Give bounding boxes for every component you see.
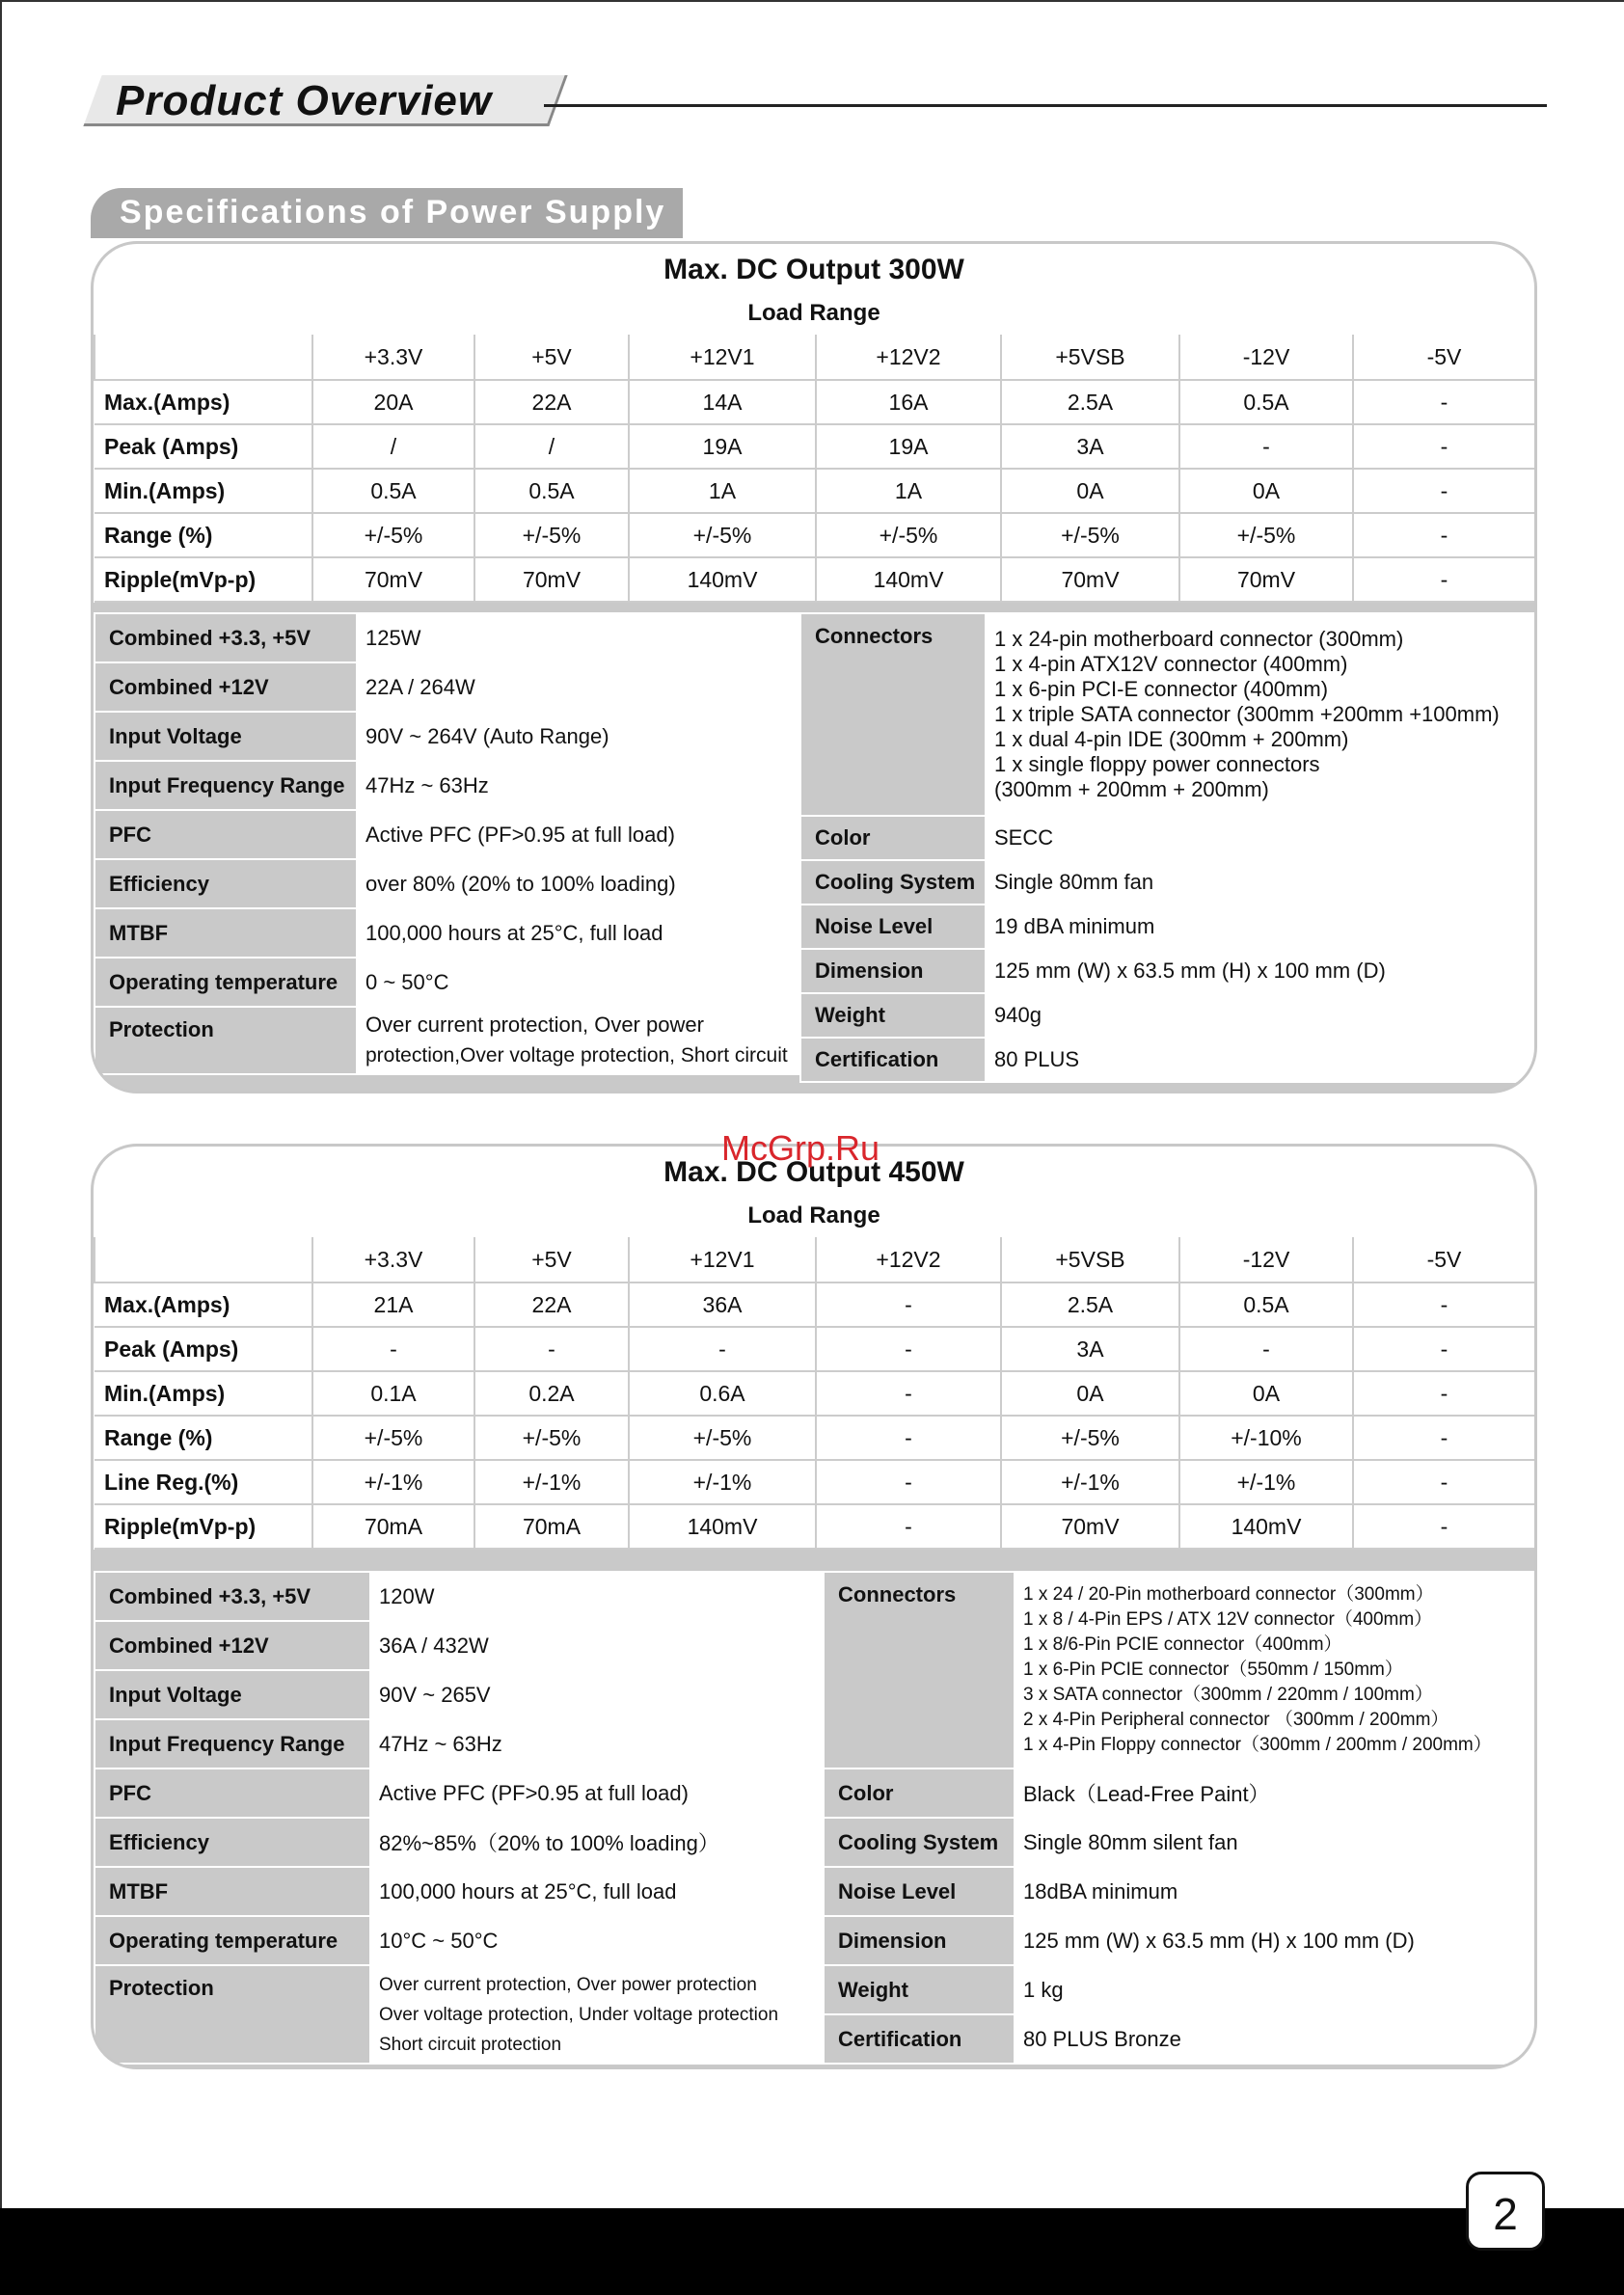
- cell: -: [816, 1504, 1001, 1549]
- spec-value: 125 mm (W) x 63.5 mm (H) x 100 mm (D): [1015, 1916, 1537, 1965]
- spec-row: [824, 1965, 1537, 2014]
- cell: +/-5%: [312, 513, 474, 557]
- cell: +/-5%: [1179, 513, 1353, 557]
- col-header: -5V: [1353, 335, 1534, 380]
- spec-row: [95, 1670, 822, 1719]
- cell: 3A: [1001, 424, 1179, 469]
- spec-row: [95, 810, 798, 859]
- right-spec-table-450w: [823, 1571, 1537, 2065]
- cell: 0.2A: [474, 1371, 629, 1416]
- spec-row: [95, 1818, 822, 1867]
- spec-value: 1 kg: [1015, 1965, 1537, 2014]
- spec-label: MTBF: [95, 1867, 370, 1916]
- table-row: [95, 557, 1534, 602]
- spec-row: [95, 1719, 822, 1768]
- spec-value: 0 ~ 50°C: [357, 958, 798, 1007]
- cell: 70mV: [1179, 557, 1353, 602]
- spec-row: [95, 859, 798, 908]
- protection-line: Over voltage protection, Under voltage protection: [379, 2004, 779, 2025]
- spec-row: [95, 1007, 798, 1074]
- cell: +/-10%: [1179, 1416, 1353, 1460]
- cell: 0.5A: [312, 469, 474, 513]
- cell: 0.5A: [1179, 1282, 1353, 1327]
- connector-line: 1 x 6-Pin PCIE connector（550mm / 150mm）: [1023, 1660, 1403, 1680]
- cell: 14A: [629, 380, 816, 424]
- spec-value: 90V ~ 265V: [370, 1670, 822, 1719]
- connectors-list: [1015, 1572, 1537, 1768]
- spec-value: 10°C ~ 50°C: [370, 1916, 822, 1965]
- spec-value: 125W: [357, 613, 798, 662]
- col-header: +5VSB: [1001, 335, 1179, 380]
- cell: +/-5%: [1001, 513, 1179, 557]
- connector-line: 2 x 4-Pin Peripheral connector （300mm / 200mm）: [1023, 1710, 1449, 1730]
- table-row: [95, 1327, 1534, 1371]
- cell: 20A: [312, 380, 474, 424]
- cell: 2.5A: [1001, 1282, 1179, 1327]
- cell: 70mV: [474, 557, 629, 602]
- spec-450w-load-range: Load Range: [94, 1195, 1534, 1239]
- spec-value: [370, 1965, 822, 2064]
- spec-label: Connectors: [800, 613, 986, 816]
- spec-row: [824, 1572, 1537, 1768]
- cell: 21A: [312, 1282, 474, 1327]
- spec-row: [95, 908, 798, 958]
- cell: -: [816, 1282, 1001, 1327]
- spec-value: 940g: [986, 993, 1537, 1038]
- connector-line: 1 x 4-pin ATX12V connector (400mm): [994, 652, 1348, 676]
- cell: -: [1353, 424, 1534, 469]
- protection-line: protection,Over voltage protection, Short circuit: [365, 1044, 788, 1066]
- row-label: Max.(Amps): [95, 1282, 312, 1327]
- spec-value: Black（Lead-Free Paint）: [1015, 1768, 1537, 1818]
- connector-line: 1 x 8/6-Pin PCIE connector（400mm）: [1023, 1634, 1342, 1655]
- spec-label: Noise Level: [824, 1867, 1015, 1916]
- spec-row: [95, 613, 798, 662]
- spec-row: [800, 949, 1537, 993]
- spec-label: Input Frequency Range: [95, 761, 357, 810]
- spec-row: [824, 1818, 1537, 1867]
- load-header-row: [95, 335, 1534, 380]
- cell: 22A: [474, 1282, 629, 1327]
- spec-label: Combined +3.3, +5V: [95, 1572, 370, 1621]
- cell: 22A: [474, 380, 629, 424]
- row-label: Ripple(mVp-p): [95, 1504, 312, 1549]
- cell: +/-5%: [629, 513, 816, 557]
- spec-label: Efficiency: [95, 859, 357, 908]
- cell: 0A: [1179, 1371, 1353, 1416]
- cell: -: [1353, 557, 1534, 602]
- spec-label: Dimension: [824, 1916, 1015, 1965]
- spec-value: 100,000 hours at 25°C, full load: [357, 908, 798, 958]
- row-label: Max.(Amps): [95, 380, 312, 424]
- connector-line: 1 x single floppy power connectors: [994, 752, 1320, 776]
- cell: 3A: [1001, 1327, 1179, 1371]
- table-row: [95, 513, 1534, 557]
- cell: 36A: [629, 1282, 816, 1327]
- cell: 140mV: [629, 1504, 816, 1549]
- spec-row: [824, 1768, 1537, 1818]
- spec-label: Color: [800, 816, 986, 860]
- cell: +/-1%: [1179, 1460, 1353, 1504]
- spec-label: Weight: [824, 1965, 1015, 2014]
- row-label: Peak (Amps): [95, 424, 312, 469]
- connector-line: 1 x 4-Pin Floppy connector（300mm / 200mm / 200mm）: [1023, 1735, 1492, 1755]
- spec-label: Operating temperature: [95, 1916, 370, 1965]
- spec-box-300w: [91, 241, 1537, 1094]
- table-row: [95, 1282, 1534, 1327]
- spec-row: [95, 662, 798, 712]
- page-title: Product Overview: [116, 77, 493, 124]
- spec-row: [95, 1621, 822, 1670]
- cell: 19A: [629, 424, 816, 469]
- spec-value: 100,000 hours at 25°C, full load: [370, 1867, 822, 1916]
- spec-label: Combined +12V: [95, 662, 357, 712]
- spec-label: Cooling System: [800, 860, 986, 904]
- cell: 16A: [816, 380, 1001, 424]
- cell: -: [474, 1327, 629, 1371]
- row-label: Range (%): [95, 1416, 312, 1460]
- spec-value: Single 80mm silent fan: [1015, 1818, 1537, 1867]
- cell: /: [312, 424, 474, 469]
- spec-row: [95, 1867, 822, 1916]
- connector-line: 1 x triple SATA connector (300mm +200mm +100mm): [994, 702, 1500, 726]
- spec-row: [95, 761, 798, 810]
- spec-label: Certification: [800, 1038, 986, 1082]
- connector-line: 1 x 6-pin PCI-E connector (400mm): [994, 677, 1329, 701]
- cell: 140mV: [629, 557, 816, 602]
- row-label: Peak (Amps): [95, 1327, 312, 1371]
- protection-line: Over current protection, Over power protection: [379, 1974, 757, 1995]
- spec-label: Certification: [824, 2014, 1015, 2064]
- spec-value: Single 80mm fan: [986, 860, 1537, 904]
- table-row: [95, 380, 1534, 424]
- cell: 70mA: [312, 1504, 474, 1549]
- cell: 70mV: [1001, 557, 1179, 602]
- spec-300w-load-range: Load Range: [94, 292, 1534, 337]
- row-label: Min.(Amps): [95, 1371, 312, 1416]
- spec-row: [824, 1867, 1537, 1916]
- cell: 140mV: [816, 557, 1001, 602]
- spec-value: SECC: [986, 816, 1537, 860]
- right-spec-table-300w: [799, 612, 1537, 1083]
- cell: 70mA: [474, 1504, 629, 1549]
- cell: +/-5%: [474, 513, 629, 557]
- table-row: [95, 1460, 1534, 1504]
- spec-label: Noise Level: [800, 904, 986, 949]
- footer-bar: [0, 2208, 1624, 2295]
- spec-row: [95, 1768, 822, 1818]
- spec-value: [357, 1007, 798, 1074]
- cell: 140mV: [1179, 1504, 1353, 1549]
- spec-label: Efficiency: [95, 1818, 370, 1867]
- spec-label: Input Voltage: [95, 712, 357, 761]
- spec-row: [95, 712, 798, 761]
- row-label: Ripple(mVp-p): [95, 557, 312, 602]
- connector-line: 1 x 8 / 4-Pin EPS / ATX 12V connector（400mm）: [1023, 1609, 1433, 1630]
- spec-value: 36A / 432W: [370, 1621, 822, 1670]
- spec-label: Cooling System: [824, 1818, 1015, 1867]
- spec-value: 125 mm (W) x 63.5 mm (H) x 100 mm (D): [986, 949, 1537, 993]
- connector-line: 3 x SATA connector（300mm / 220mm / 100mm）: [1023, 1685, 1433, 1705]
- spec-label: Connectors: [824, 1572, 1015, 1768]
- cell: +/-5%: [474, 1416, 629, 1460]
- spec-value: 80 PLUS Bronze: [1015, 2014, 1537, 2064]
- connector-line: 1 x dual 4-pin IDE (300mm + 200mm): [994, 727, 1349, 751]
- col-header: +5VSB: [1001, 1237, 1179, 1282]
- cell: +/-5%: [816, 513, 1001, 557]
- connector-line: 1 x 24-pin motherboard connector (300mm): [994, 627, 1404, 651]
- cell: -: [816, 1327, 1001, 1371]
- spec-label: Combined +3.3, +5V: [95, 613, 357, 662]
- cell: 0A: [1001, 1371, 1179, 1416]
- cell: 0A: [1179, 469, 1353, 513]
- spec-label: PFC: [95, 810, 357, 859]
- spec-300w-details: [94, 612, 1534, 1094]
- table-row: [95, 469, 1534, 513]
- cell: -: [816, 1416, 1001, 1460]
- connector-line: 1 x 24 / 20-Pin motherboard connector（300mm）: [1023, 1584, 1434, 1605]
- col-header: +12V2: [816, 335, 1001, 380]
- cell: 19A: [816, 424, 1001, 469]
- col-header: +12V1: [629, 335, 816, 380]
- spec-row: [95, 1916, 822, 1965]
- table-row: [95, 424, 1534, 469]
- spec-label: Weight: [800, 993, 986, 1038]
- spec-label: Input Voltage: [95, 1670, 370, 1719]
- connectors-list: [986, 613, 1537, 816]
- cell: +/-5%: [629, 1416, 816, 1460]
- spec-value: 47Hz ~ 63Hz: [370, 1719, 822, 1768]
- spec-value: 22A / 264W: [357, 662, 798, 712]
- spec-value: 82%~85%（20% to 100% loading）: [370, 1818, 822, 1867]
- col-header: +3.3V: [312, 1237, 474, 1282]
- spec-value: Active PFC (PF>0.95 at full load): [357, 810, 798, 859]
- row-label: Range (%): [95, 513, 312, 557]
- spec-row: [95, 1572, 822, 1621]
- col-header: +12V2: [816, 1237, 1001, 1282]
- spec-value: 90V ~ 264V (Auto Range): [357, 712, 798, 761]
- cell: -: [816, 1460, 1001, 1504]
- cell: 1A: [629, 469, 816, 513]
- spec-row: [800, 816, 1537, 860]
- spec-label: Dimension: [800, 949, 986, 993]
- watermark: McGrp.Ru: [721, 1128, 880, 1168]
- spec-450w-title: Max. DC Output 450W: [94, 1147, 1534, 1197]
- title-rule: [544, 104, 1547, 107]
- cell: 0.5A: [474, 469, 629, 513]
- col-header: -12V: [1179, 1237, 1353, 1282]
- cell: +/-1%: [1001, 1460, 1179, 1504]
- cell: 0.1A: [312, 1371, 474, 1416]
- left-spec-table-300w: [94, 612, 799, 1075]
- spec-label: Operating temperature: [95, 958, 357, 1007]
- protection-line: Short circuit protection: [379, 2034, 562, 2055]
- cell: +/-1%: [312, 1460, 474, 1504]
- col-header: +5V: [474, 1237, 629, 1282]
- spec-row: [800, 613, 1537, 816]
- section-title: Specifications of Power Supply: [120, 194, 666, 230]
- table-row: [95, 1371, 1534, 1416]
- cell: -: [1353, 1327, 1534, 1371]
- cell: -: [312, 1327, 474, 1371]
- cell: -: [1353, 513, 1534, 557]
- col-header: -5V: [1353, 1237, 1534, 1282]
- cell: -: [1353, 1282, 1534, 1327]
- spec-label: Combined +12V: [95, 1621, 370, 1670]
- cell: -: [1353, 1504, 1534, 1549]
- load-table-300w: [94, 335, 1534, 603]
- cell: 0.5A: [1179, 380, 1353, 424]
- cell: 1A: [816, 469, 1001, 513]
- cell: +/-5%: [1001, 1416, 1179, 1460]
- spec-row: [800, 860, 1537, 904]
- row-label: Line Reg.(%): [95, 1460, 312, 1504]
- load-header-row: [95, 1237, 1534, 1282]
- spec-row: [800, 993, 1537, 1038]
- spec-value: Active PFC (PF>0.95 at full load): [370, 1768, 822, 1818]
- cell: -: [1179, 1327, 1353, 1371]
- spec-row: [95, 958, 798, 1007]
- cell: 0.6A: [629, 1371, 816, 1416]
- cell: 70mV: [312, 557, 474, 602]
- col-header: +3.3V: [312, 335, 474, 380]
- spec-label: Input Frequency Range: [95, 1719, 370, 1768]
- left-spec-table-450w: [94, 1571, 823, 2065]
- corner-cell: [95, 335, 312, 380]
- page-number: 2: [1466, 2172, 1545, 2251]
- spec-300w-title: Max. DC Output 300W: [94, 244, 1534, 294]
- spec-value: 18dBA minimum: [1015, 1867, 1537, 1916]
- spec-label: Protection: [95, 1007, 357, 1074]
- spec-row: [95, 1965, 822, 2064]
- section-banner: [91, 188, 683, 238]
- spec-row: [800, 904, 1537, 949]
- row-label: Min.(Amps): [95, 469, 312, 513]
- corner-cell: [95, 1237, 312, 1282]
- spec-label: MTBF: [95, 908, 357, 958]
- cell: -: [1353, 1371, 1534, 1416]
- col-header: +12V1: [629, 1237, 816, 1282]
- cell: -: [1179, 424, 1353, 469]
- table-row: [95, 1504, 1534, 1549]
- spec-label: PFC: [95, 1768, 370, 1818]
- spec-row: [800, 1038, 1537, 1082]
- protection-line: Over current protection, Over power: [365, 1012, 704, 1037]
- spec-value: 120W: [370, 1572, 822, 1621]
- spec-box-450w: [91, 1144, 1537, 2069]
- connector-line: (300mm + 200mm + 200mm): [994, 777, 1269, 801]
- spec-450w-details: [94, 1571, 1534, 2069]
- cell: +/-5%: [312, 1416, 474, 1460]
- col-header: +5V: [474, 335, 629, 380]
- cell: 2.5A: [1001, 380, 1179, 424]
- cell: -: [1353, 1460, 1534, 1504]
- cell: +/-1%: [629, 1460, 816, 1504]
- cell: -: [1353, 469, 1534, 513]
- cell: 70mV: [1001, 1504, 1179, 1549]
- spec-value: 19 dBA minimum: [986, 904, 1537, 949]
- spec-label: Protection: [95, 1965, 370, 2064]
- cell: -: [629, 1327, 816, 1371]
- cell: +/-1%: [474, 1460, 629, 1504]
- col-header: -12V: [1179, 335, 1353, 380]
- spec-row: [824, 1916, 1537, 1965]
- cell: -: [816, 1371, 1001, 1416]
- cell: 0A: [1001, 469, 1179, 513]
- page-header: [93, 73, 1549, 127]
- load-table-450w: [94, 1237, 1534, 1550]
- spec-value: 80 PLUS: [986, 1038, 1537, 1082]
- spec-row: [824, 2014, 1537, 2064]
- cell: -: [1353, 380, 1534, 424]
- table-row: [95, 1416, 1534, 1460]
- cell: -: [1353, 1416, 1534, 1460]
- spec-value: over 80% (20% to 100% loading): [357, 859, 798, 908]
- spec-label: Color: [824, 1768, 1015, 1818]
- cell: /: [474, 424, 629, 469]
- spec-value: 47Hz ~ 63Hz: [357, 761, 798, 810]
